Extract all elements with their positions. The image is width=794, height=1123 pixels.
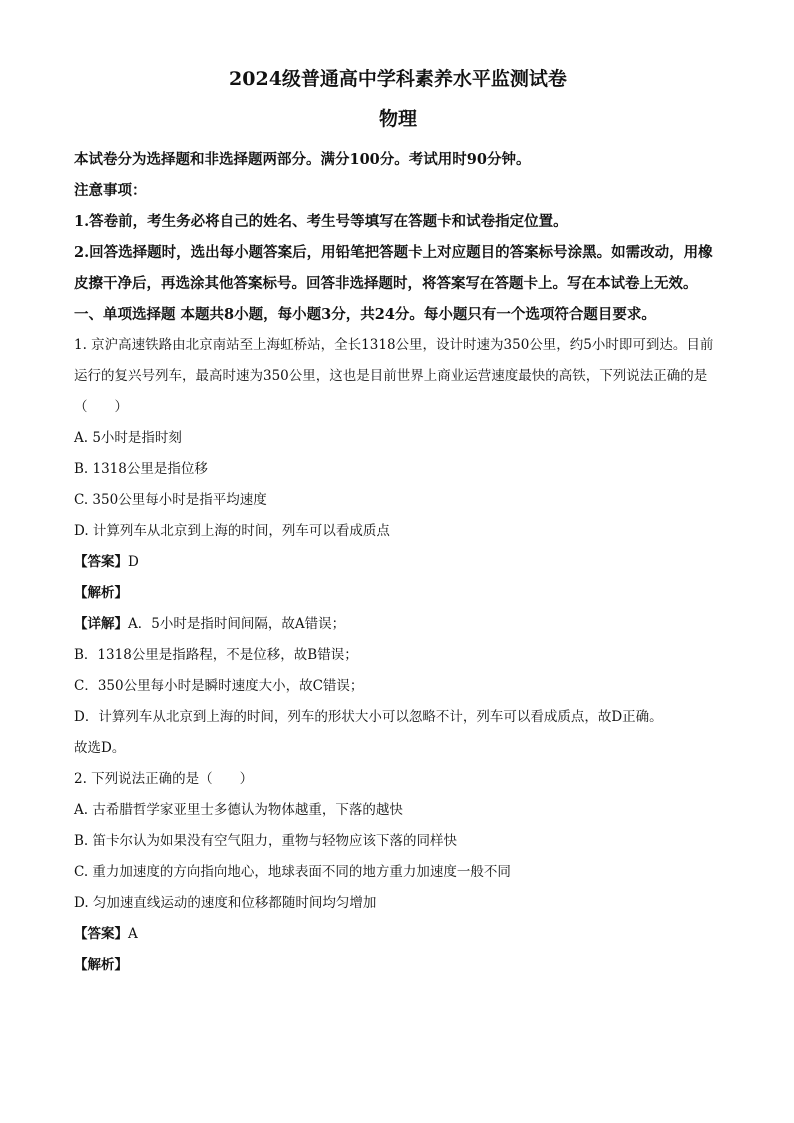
- q2-answer-label: 【答案】: [74, 926, 128, 942]
- q1-stem: 1. 京沪高速铁路由北京南站至上海虹桥站，全长1318公里，设计时速为350公里，约5小时即可到达。目前运行的复兴号列车，最高时速为350公里，这也是目前世界上商业运营速度最快的高铁，下列说法正确的是（ ）: [74, 337, 714, 415]
- exam-title: 2024级普通高中学科素养水平监测试卷: [229, 68, 567, 90]
- intro-text: 本试卷分为选择题和非选择题两部分。满分100分。考试用时90分钟。: [74, 151, 531, 168]
- q1-detail-c: C．350公里每小时是瞬时速度大小，故C错误；: [74, 678, 364, 694]
- q2-answer: A: [128, 926, 138, 942]
- q1-detail-b: B．1318公里是指路程，不是位移，故B错误；: [74, 647, 358, 663]
- q2-option-c: C. 重力加速度的方向指向地心，地球表面不同的地方重力加速度一般不同: [74, 864, 511, 880]
- notes-heading: 注意事项：: [74, 182, 147, 199]
- note-1: 1.答卷前，考生务必将自己的姓名、考生号等填写在答题卡和试卷指定位置。: [74, 213, 568, 230]
- q1-option-c: C. 350公里每小时是指平均速度: [74, 492, 267, 508]
- q1-option-d: D. 计算列车从北京到上海的时间，列车可以看成质点: [74, 523, 390, 539]
- note-2: 2.回答选择题时，选出每小题答案后，用铅笔把答题卡上对应题目的答案标号涂黑。如需改动，用橡皮擦干净后，再选涂其他答案标号。回答非选择题时，将答案写在答题卡上。写在本试卷上无效。: [74, 244, 713, 292]
- q1-analysis-label: 【解析】: [74, 585, 128, 601]
- q1-conclusion: 故选D。: [74, 740, 126, 756]
- q2-option-b: B. 笛卡尔认为如果没有空气阻力，重物与轻物应该下落的同样快: [74, 833, 458, 849]
- q2-stem: 2. 下列说法正确的是（ ）: [74, 771, 254, 787]
- q1-detail-a: [74, 609, 722, 640]
- q2-answer-line: [74, 919, 722, 950]
- q1-detail-a-text: A．5小时是指时间间隔，故A错误；: [128, 616, 346, 632]
- q1-detail-label: 【详解】: [74, 616, 128, 632]
- q2-analysis-label: 【解析】: [74, 957, 128, 973]
- q1-option-a: A. 5小时是指时刻: [74, 430, 182, 446]
- subject-title: 物理: [378, 108, 417, 130]
- section-heading: 一、单项选择题 本题共8小题，每小题3分，共24分。每小题只有一个选项符合题目要求。: [74, 306, 656, 323]
- q1-answer-line: [74, 547, 722, 578]
- q1-answer-label: 【答案】: [74, 554, 128, 570]
- q1-option-b: B. 1318公里是指位移: [74, 461, 208, 477]
- q2-option-d: D. 匀加速直线运动的速度和位移都随时间均匀增加: [74, 895, 377, 911]
- q2-option-a: A. 古希腊哲学家亚里士多德认为物体越重，下落的越快: [74, 802, 403, 818]
- q1-detail-d: D．计算列车从北京到上海的时间，列车的形状大小可以忽略不计，列车可以看成质点，故D正确。: [74, 709, 663, 725]
- q1-answer: D: [128, 554, 139, 570]
